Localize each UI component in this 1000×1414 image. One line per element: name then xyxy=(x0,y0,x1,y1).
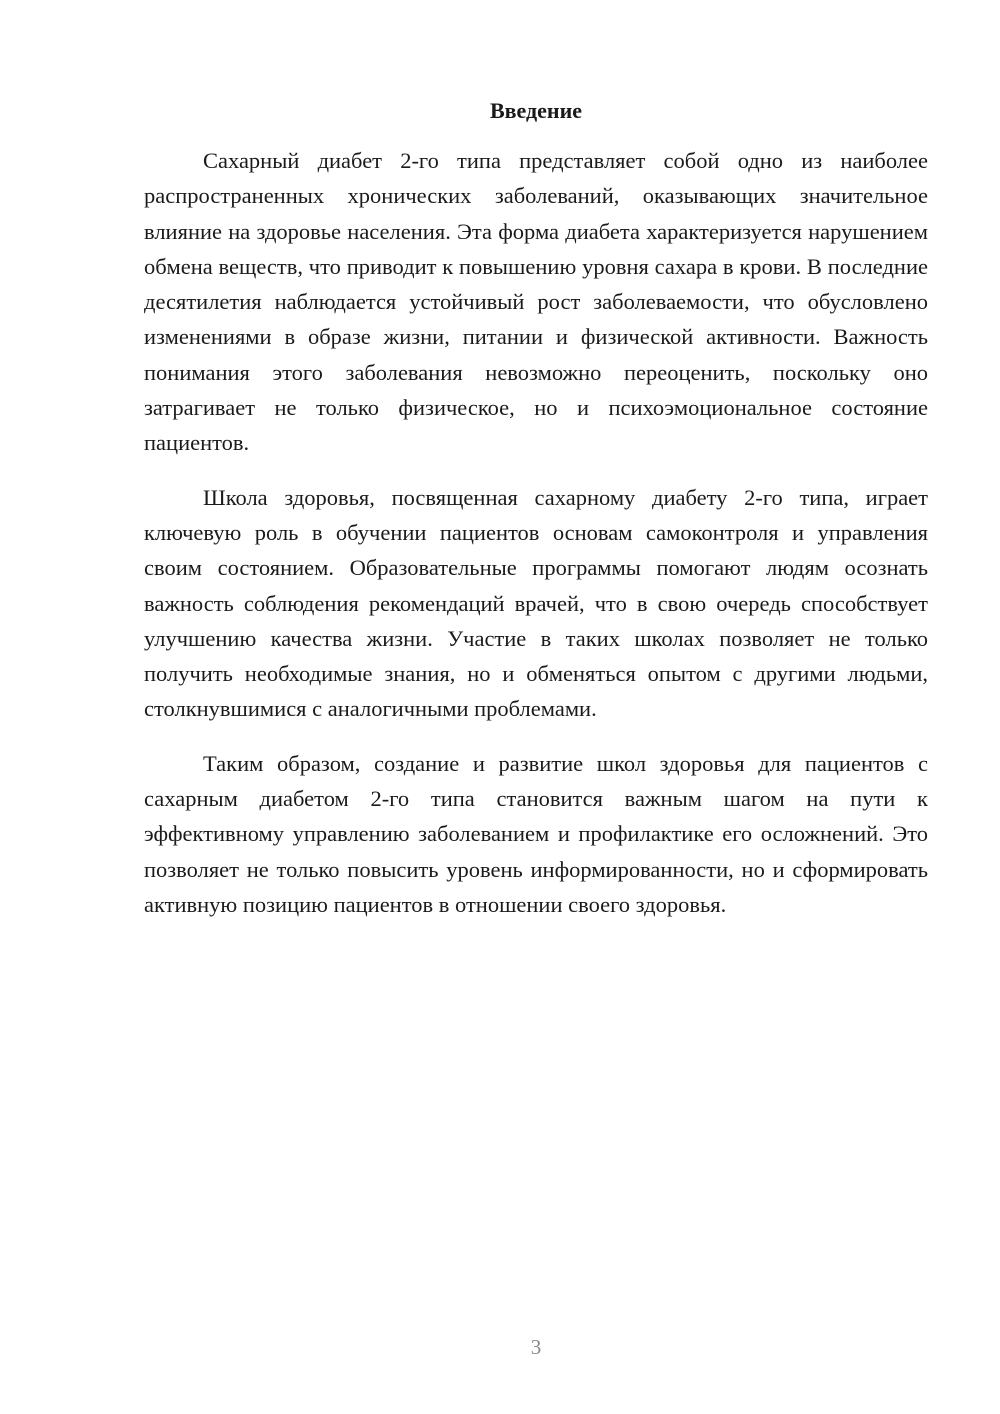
body-text xyxy=(144,143,928,941)
paragraph-1: Сахарный диабет 2-го типа представляет собой одно из наиболее распространенных хронических заболеваний, оказывающих значительное влияние на здоровье населения. Эта форма диабета характеризуется нарушением обмена веществ, что приводит к повышению уровня сахара в крови. В последние десятилетия наблюдается устойчивый рост заболеваемости, что обусловлено изменениями в образе жизни, питании и физической активности. Важность понимания этого заболевания невозможно переоценить, поскольку оно затрагивает не только физическое, но и психоэмоциональное состояние пациентов. xyxy=(144,148,928,456)
paragraph-3: Таким образом, создание и развитие школ здоровья для пациентов с сахарным диабетом 2-го типа становится важным шагом на пути к эффективному управлению заболеванием и профилактике его осложнений. Это позволяет не только повысить уровень информированности, но и сформировать активную позицию пациентов в отношении своего здоровья. xyxy=(144,750,928,917)
paragraph-2: Школа здоровья, посвященная сахарному диабету 2-го типа, играет ключевую роль в обучении пациентов основам самоконтроля и управления своим состоянием. Образовательные программы помогают людям осознать важность соблюдения рекомендаций врачей, что в свою очередь способствует улучшению качества жизни. Участие в таких школах позволяет не только получить необходимые знания, но и обменяться опытом с другими людьми, столкнувшимися с аналогичными проблемами. xyxy=(144,484,928,722)
section-heading: Введение xyxy=(489,98,583,123)
page-number: 3 xyxy=(530,1335,542,1359)
